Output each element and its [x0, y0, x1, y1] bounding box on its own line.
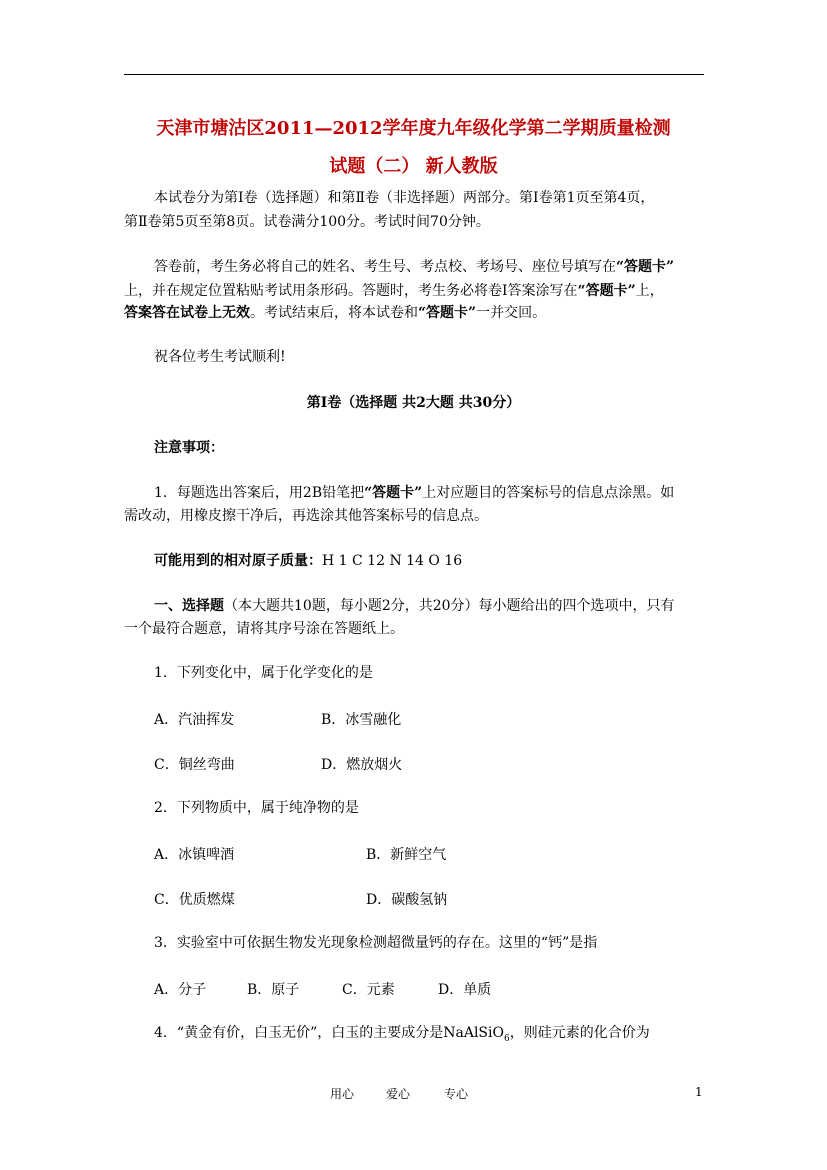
- question-3-stem: 3．实验室中可依据生物发光现象检测超微量钙的存在。这里的“钙”是指: [154, 935, 598, 951]
- section-heading: 第Ⅰ卷（选择题 共2大题 共30分）: [306, 395, 521, 411]
- question-3-option-d: D．单质: [438, 982, 492, 998]
- question-1-option-d: D．燃放烟火: [321, 757, 403, 773]
- notice-heading: 注意事项：: [154, 440, 224, 456]
- intro-p2-line2: 上，并在规定位置粘贴考试用条形码。答题时，考生务必将卷Ⅰ答案涂写在“答题卡”上，: [124, 283, 664, 299]
- chemical-formula: NaAlSiO$_6$: [443, 1025, 510, 1044]
- question-1-option-c: C．铜丝弯曲: [154, 757, 235, 773]
- intro-p2-line1: 答卷前，考生务必将自己的姓名、考生号、考点校、考场号、座位号填写在“答题卡”: [154, 259, 675, 275]
- title-line-1: 天津市塘沽区2011—2012学年度九年级化学第二学期质量检测: [156, 118, 671, 139]
- question-2-option-a: A．冰镇啤酒: [154, 847, 235, 863]
- question-4-stem: 4．“黄金有价，白玉无价”，白玉的主要成分是NaAlSiO$_6$，则硅元素的化合价为: [154, 1025, 650, 1044]
- question-2-option-d: D．碳酸氢钠: [366, 892, 448, 908]
- footer-word-1: 用心: [330, 1087, 355, 1101]
- question-2-stem: 2．下列物质中，属于纯净物的是: [154, 800, 359, 816]
- intro-p3: 祝各位考生考试顺利!: [154, 349, 286, 365]
- notice-item1-line2: 需改动，用橡皮擦干净后，再选涂其他答案标号的信息点。: [124, 508, 488, 524]
- part1-line2: 一个最符合题意，请将其序号涂在答题纸上。: [124, 621, 404, 637]
- intro-p1-line2: 第Ⅱ卷第5页至第8页。试卷满分100分。考试时间70分钟。: [124, 214, 490, 230]
- question-1-option-b: B．冰雪融化: [321, 712, 402, 728]
- intro-p2-line3: 答案答在试卷上无效。考试结束后，将本试卷和“答题卡”一并交回。: [124, 305, 547, 321]
- footer-word-2: 爱心: [386, 1087, 411, 1101]
- title-line-2: 试题（二） 新人教版: [329, 156, 498, 177]
- question-3-option-a: A．分子: [154, 982, 207, 998]
- notice-item1-line1: 1．每题选出答案后，用2B铅笔把“答题卡”上对应题目的答案标号的信息点涂黑。如: [154, 485, 675, 501]
- part1-line1: 一、选择题（本大题共10题，每小题2分，共20分）每小题给出的四个选项中，只有: [154, 598, 675, 614]
- question-3-option-c: C．元素: [342, 982, 395, 998]
- atomic-mass-line: 可能用到的相对原子质量：H 1 C 12 N 14 O 16: [154, 553, 463, 569]
- intro-p1-line1: 本试卷分为第Ⅰ卷（选择题）和第Ⅱ卷（非选择题）两部分。第Ⅰ卷第1页至第4页，: [154, 190, 655, 206]
- footer-word-3: 专心: [444, 1087, 469, 1101]
- header-rule: [124, 74, 704, 75]
- question-3-option-b: B．原子: [247, 982, 300, 998]
- question-2-option-b: B．新鲜空气: [366, 847, 447, 863]
- question-1-option-a: A．汽油挥发: [154, 712, 235, 728]
- page-number: 1: [695, 1085, 703, 1099]
- question-1-stem: 1．下列变化中，属于化学变化的是: [154, 665, 373, 681]
- question-2-option-c: C．优质燃煤: [154, 892, 235, 908]
